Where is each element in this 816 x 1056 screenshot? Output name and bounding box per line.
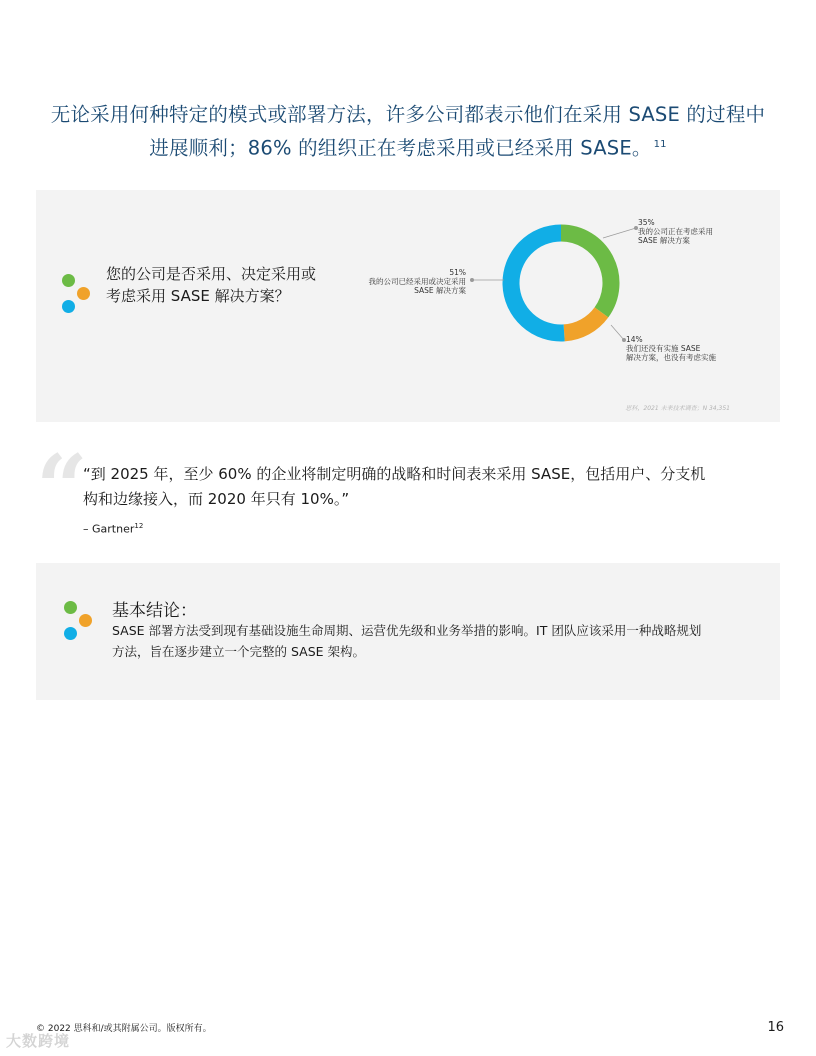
leader-line-35 [603, 228, 636, 238]
callout-51-label-1: 我的公司已经采用或决定采用 [368, 277, 466, 286]
leader-dot-51 [470, 278, 474, 282]
conclusion-panel [36, 563, 780, 700]
headline-footnote: 11 [653, 139, 667, 150]
quote-text [83, 462, 763, 512]
callout-51 [356, 268, 466, 295]
watermark-logo: 大数跨境 [6, 1032, 71, 1050]
survey-source: 思科，2021 未来技术调查；N 34,351 [625, 405, 730, 412]
headline-line-2 [30, 130, 786, 164]
callout-51-percent: 51% [449, 268, 466, 277]
headline [30, 100, 786, 164]
quote-author [83, 522, 143, 536]
callout-35-percent: 35% [638, 218, 655, 227]
conclusion-body-line-1: SASE 部署方法受到现有基础设施生命周期、运营优先级和业务举措的影响。IT 团队应该采用一种战略规划 [112, 623, 702, 638]
headline-line-2-text: 进展顺利；86% 的组织正在考虑采用或已经采用 SASE。 [149, 136, 652, 160]
conclusion-body [112, 620, 752, 662]
callout-14-label-2: 解决方案，也没有考虑实施 [626, 353, 716, 362]
callout-51-label-2: SASE 解决方案 [414, 286, 466, 295]
callout-14 [626, 335, 746, 362]
callout-14-label-1: 我们还没有实施 SASE [626, 344, 701, 353]
headline-line-1: 无论采用何种特定的模式或部署方法，许多公司都表示他们在采用 SASE 的过程中 [50, 103, 766, 126]
callout-35 [638, 218, 738, 245]
callout-35-label-2: SASE 解决方案 [638, 236, 690, 245]
conclusion-body-line-2: 方法，旨在逐步建立一个完整的 SASE 架构。 [112, 644, 365, 659]
quote-author-ref: 12 [134, 522, 144, 530]
quote-author-name: – Gartner [83, 522, 135, 536]
footer-copyright: © 2022 思科和/或其附属公司。版权所有。 [36, 1024, 212, 1034]
callout-14-percent: 14% [626, 335, 643, 344]
survey-question-line-2: 考虑采用 SASE 解决方案？ [106, 287, 290, 305]
page-number: 16 [767, 1020, 784, 1035]
survey-panel [36, 190, 780, 422]
quote-mark-icon: “ [36, 435, 88, 541]
conclusion-title: 基本结论： [112, 601, 197, 621]
green-dot [64, 601, 77, 614]
survey-question-line-1: 您的公司是否采用、决定采用或 [106, 265, 317, 283]
callout-35-label-1: 我的公司正在考虑采用 [638, 227, 713, 236]
blue-dot [64, 627, 77, 640]
leader-line-14 [611, 325, 624, 340]
quote-line-2: 构和边缘接入，而 2020 年只有 10%。” [83, 490, 350, 508]
orange-dot [79, 614, 92, 627]
quote-line-1: “到 2025 年，至少 60% 的企业将制定明确的战略和时间表来采用 SASE，包括用户、分支机 [83, 465, 706, 483]
